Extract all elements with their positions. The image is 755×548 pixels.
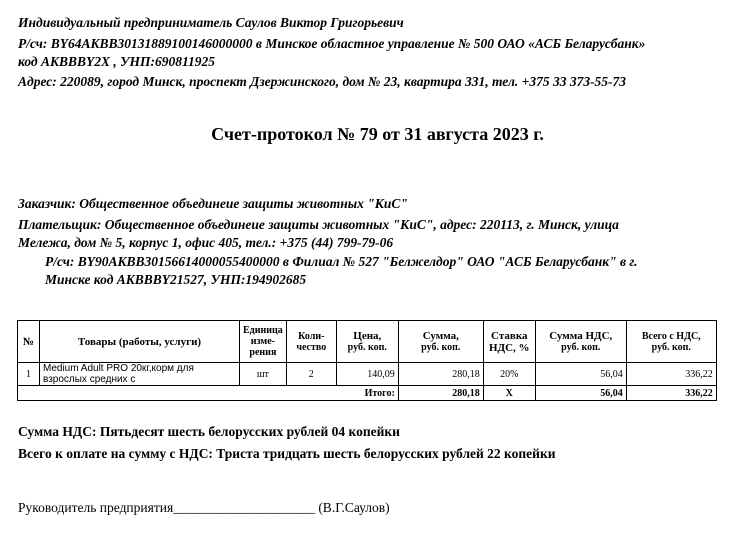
header-rate: Ставка НДС, % <box>483 321 535 363</box>
totals-total: 336,22 <box>626 386 716 401</box>
header-total: Всего с НДС, руб. коп. <box>626 321 716 363</box>
cell-total: 336,22 <box>626 363 716 386</box>
totals-row <box>18 386 717 401</box>
seller-address: Адрес: 220089, город Минск, проспект Дзержинского, дом № 23, квартира 331, тел. +375 33 373-55-73 <box>18 74 627 89</box>
cell-sum: 280,18 <box>398 363 483 386</box>
cell-rate: 20% <box>483 363 535 386</box>
signature-block <box>18 500 390 516</box>
signature-line: _____________________ <box>173 500 315 515</box>
table-header-row <box>18 321 717 363</box>
cell-price: 140,09 <box>336 363 398 386</box>
seller-account-line1: Р/сч: BY64AKBB30131889100146000000 в Минское областное управление № 500 ОАО «АСБ Беларусбанк» <box>18 36 646 51</box>
header-num: № <box>18 321 40 363</box>
totals-label: Итого: <box>18 386 399 401</box>
payer-line1: Плательщик: Общественное объединеие защиты животных "КиС", адрес: 220113, г. Минск, улица <box>18 217 619 232</box>
signature-name: (В.Г.Саулов) <box>314 500 390 515</box>
header-qty: Коли- чество <box>286 321 336 363</box>
total-in-words: Всего к оплате на сумму с НДС: Триста тридцать шесть белорусских рублей 22 копейки <box>18 446 556 461</box>
header-price: Цена, руб. коп. <box>336 321 398 363</box>
cell-num: 1 <box>18 363 40 386</box>
invoice-table <box>17 320 717 401</box>
header-unit: Единица изме- рения <box>240 321 287 363</box>
cell-unit: шт <box>240 363 287 386</box>
table-row <box>18 363 717 386</box>
payer-line2: Мележа, дом № 5, корпус 1, офис 405, тел.: +375 (44) 799-79-06 <box>18 235 394 250</box>
header-vat: Сумма НДС, руб. коп. <box>535 321 626 363</box>
header-sum: Сумма, руб. коп. <box>398 321 483 363</box>
signature-label: Руководитель предприятия <box>18 500 174 515</box>
vat-in-words: Сумма НДС: Пятьдесят шесть белорусских рублей 04 копейки <box>18 424 400 439</box>
cell-vat: 56,04 <box>535 363 626 386</box>
header-goods: Товары (работы, услуги) <box>40 321 240 363</box>
seller-name: Индивидуальный предприниматель Саулов Виктор Григорьевич <box>18 15 404 30</box>
totals-rate: X <box>483 386 535 401</box>
customer-account-line1: Р/сч: BY90AKBB30156614000055400000 в Филиал № 527 "Белжелдор" ОАО "АСБ Беларусбанк" в г. <box>45 254 638 269</box>
totals-sum: 280,18 <box>398 386 483 401</box>
cell-goods: Medium Adult PRO 20кг,корм для взрослых средних с <box>40 363 240 386</box>
document-title: Счет-протокол № 79 от 31 августа 2023 г. <box>211 124 544 144</box>
customer-account-line2: Минске код AKBBBY21527, УНП:194902685 <box>45 272 307 287</box>
cell-qty: 2 <box>286 363 336 386</box>
seller-account-line2: код AKBBBY2X , УНП:690811925 <box>18 54 216 69</box>
customer-zakazchik: Заказчик: Общественное объединеие защиты животных "КиС" <box>18 196 408 211</box>
totals-vat: 56,04 <box>535 386 626 401</box>
